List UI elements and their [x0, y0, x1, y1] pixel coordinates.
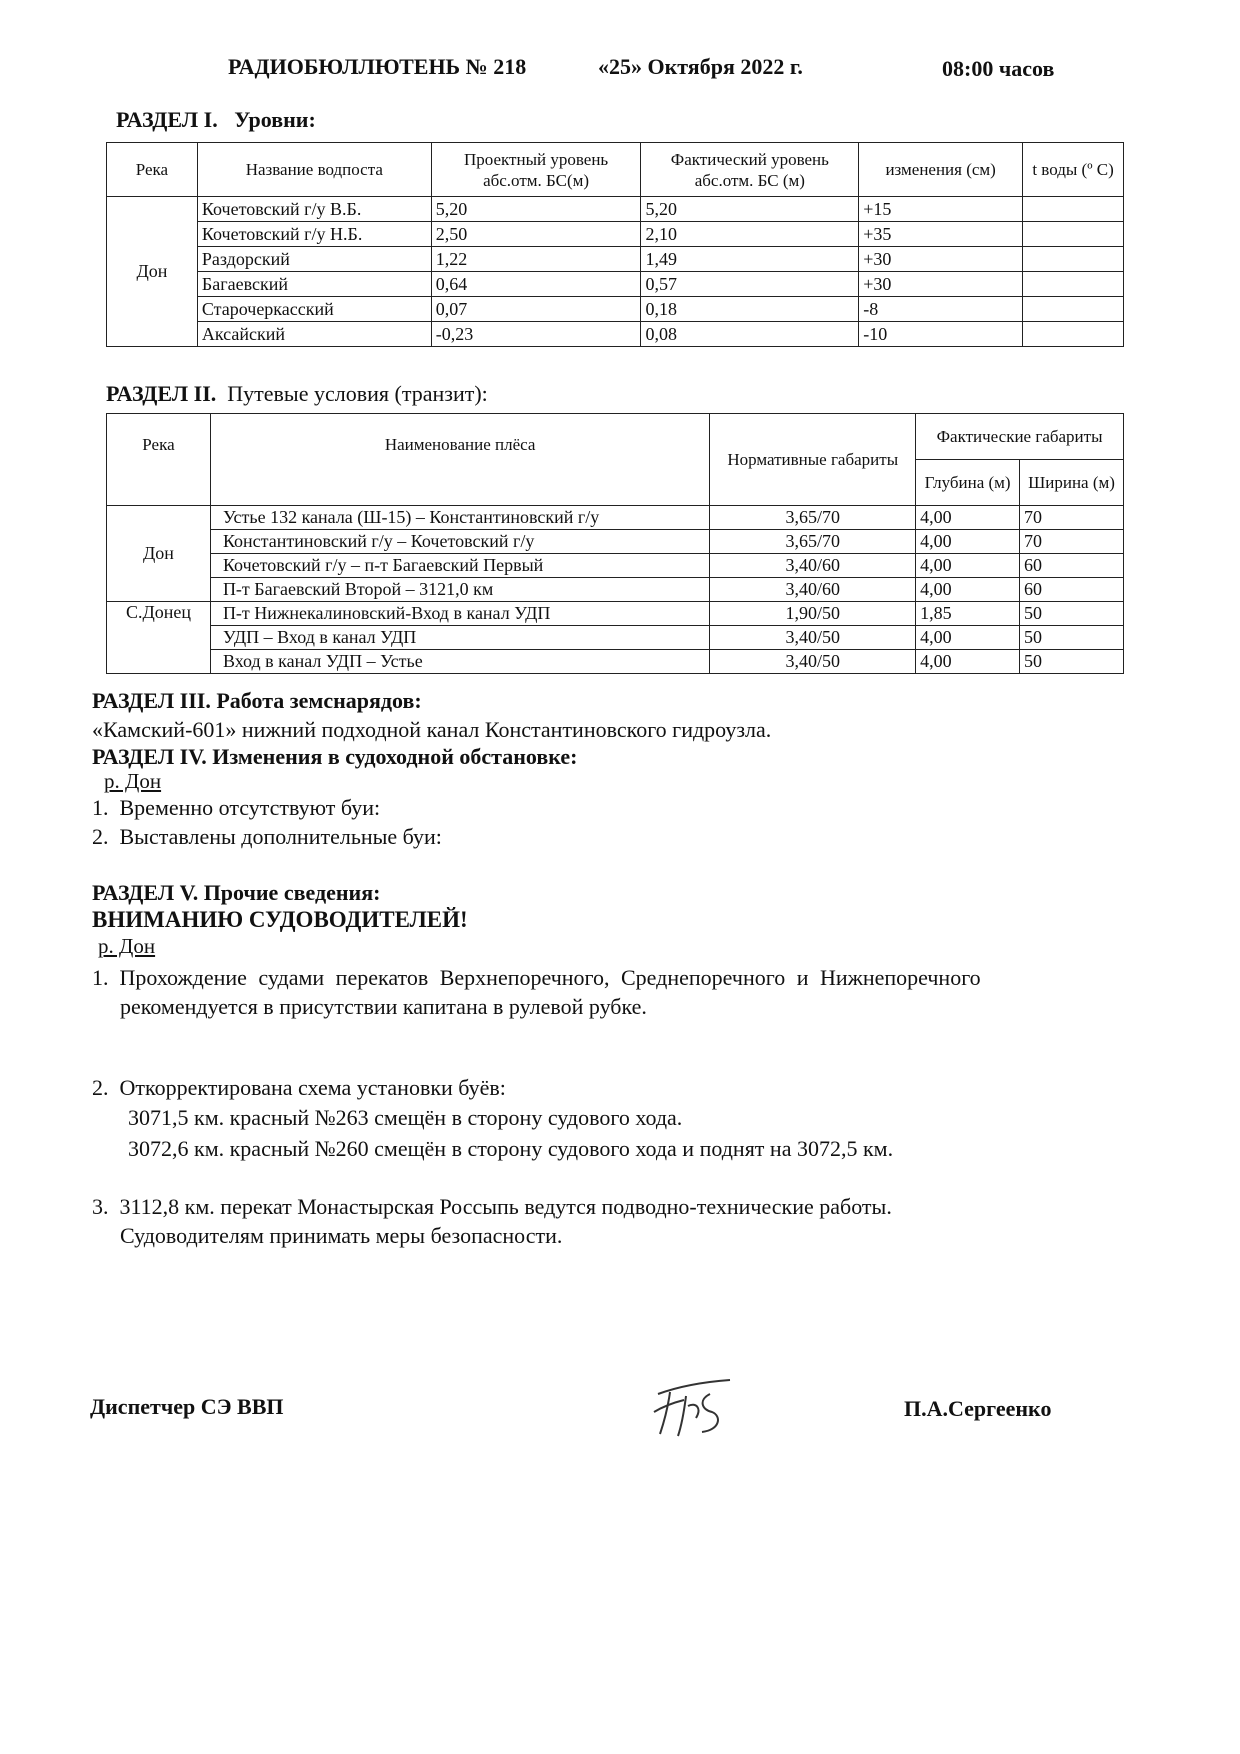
table-row	[107, 297, 1124, 322]
water-temp	[1023, 322, 1124, 347]
levels-river: Дон	[107, 197, 198, 347]
levels-table	[106, 142, 1124, 347]
section4-item-1-text: Временно отсутствуют буи:	[119, 795, 381, 820]
stretch-name: Устье 132 канала (Ш-15) – Константиновский г/у	[210, 506, 709, 530]
section2-heading	[106, 381, 488, 407]
section5-item-2-line3: 3072,6 км. красный №260 смещён в сторону судового хода и поднят на 3072,5 км.	[128, 1136, 894, 1161]
normative-dims: 3,65/70	[710, 506, 916, 530]
table-row	[107, 530, 1124, 554]
section4-item-2-text: Выставлены дополнительные буи:	[119, 824, 442, 849]
design-level: 1,22	[431, 247, 641, 272]
post-name: Кочетовский г/у Н.Б.	[197, 222, 431, 247]
section4-river: р. Дон	[104, 769, 162, 793]
actual-level: 2,10	[641, 222, 859, 247]
post-name: Аксайский	[197, 322, 431, 347]
section5-item-2: 2. Откорректирована схема установки буёв:	[92, 1075, 506, 1100]
stretch-name: Вход в канал УДП – Устье	[210, 650, 709, 674]
section1-title: Уровни:	[234, 107, 316, 132]
stretch-name: Кочетовский г/у – п-т Багаевский Первый	[210, 554, 709, 578]
stretch-name: П-т Нижнекалиновский-Вход в канал УДП	[210, 602, 709, 626]
actual-level: 0,08	[641, 322, 859, 347]
section5-item-2-line2: 3071,5 км. красный №263 смещён в сторону судового хода.	[128, 1105, 683, 1130]
section5-item-1-line1: Прохождение судами перекатов Верхнепоречного, Среднепоречного и Нижнепоречного	[119, 965, 981, 990]
actual-depth: 4,00	[916, 554, 1020, 578]
post-name: Старочеркасский	[197, 297, 431, 322]
attention-heading: ВНИМАНИЮ СУДОВОДИТЕЛЕЙ!	[92, 907, 468, 932]
stretch-name: Константиновский г/у – Кочетовский г/у	[210, 530, 709, 554]
actual-width: 50	[1020, 626, 1124, 650]
design-level: 5,20	[431, 197, 641, 222]
actual-width: 50	[1020, 602, 1124, 626]
table-row	[107, 650, 1124, 674]
water-temp	[1023, 272, 1124, 297]
actual-level: 0,18	[641, 297, 859, 322]
level-change: -10	[859, 322, 1023, 347]
table-row	[107, 602, 1124, 626]
normative-dims: 3,40/50	[710, 650, 916, 674]
actual-level: 5,20	[641, 197, 859, 222]
actual-depth: 4,00	[916, 506, 1020, 530]
route-col-actual: Фактические габариты	[916, 414, 1124, 460]
levels-col-river: Река	[107, 143, 198, 197]
table-row	[107, 197, 1124, 222]
level-change: -8	[859, 297, 1023, 322]
levels-col-actual: Фактический уровень абс.отм. БС (м)	[641, 143, 859, 197]
normative-dims: 3,65/70	[710, 530, 916, 554]
normative-dims: 3,40/60	[710, 554, 916, 578]
route-col-width: Ширина (м)	[1020, 460, 1124, 506]
actual-width: 70	[1020, 506, 1124, 530]
section2-number: РАЗДЕЛ II.	[106, 381, 217, 406]
water-temp	[1023, 247, 1124, 272]
section5-heading: РАЗДЕЛ V. Прочие сведения:	[92, 880, 381, 905]
level-change: +30	[859, 272, 1023, 297]
section5-item-3-line1: 3112,8 км. перекат Монастырская Россыпь ведутся подводно-технические работы.	[119, 1194, 892, 1219]
normative-dims: 3,40/60	[710, 578, 916, 602]
route-table	[106, 413, 1124, 674]
water-temp	[1023, 222, 1124, 247]
actual-width: 60	[1020, 554, 1124, 578]
actual-width: 50	[1020, 650, 1124, 674]
design-level: -0,23	[431, 322, 641, 347]
post-name: Раздорский	[197, 247, 431, 272]
level-change: +15	[859, 197, 1023, 222]
stretch-name: УДП – Вход в канал УДП	[210, 626, 709, 650]
section3-text: «Камский-601» нижний подходной канал Константиновского гидроузла.	[92, 717, 772, 742]
section3-heading: РАЗДЕЛ III. Работа земснарядов:	[92, 688, 422, 713]
section5-item-3: 3. 3112,8 км. перекат Монастырская Россыпь ведутся подводно-технические работы.	[92, 1194, 892, 1219]
actual-depth: 4,00	[916, 626, 1020, 650]
levels-col-post: Название водпоста	[197, 143, 431, 197]
route-col-normative: Нормативные габариты	[710, 414, 916, 506]
actual-width: 70	[1020, 530, 1124, 554]
normative-dims: 3,40/50	[710, 626, 916, 650]
dispatcher-name: П.А.Сергеенко	[904, 1396, 1052, 1421]
actual-depth: 4,00	[916, 650, 1020, 674]
actual-depth: 4,00	[916, 530, 1020, 554]
table-row	[107, 272, 1124, 297]
section4-item-1: 1. Временно отсутствуют буи:	[92, 795, 381, 820]
actual-depth: 4,00	[916, 578, 1020, 602]
route-river-don: Дон	[107, 506, 211, 602]
section4-heading: РАЗДЕЛ IV. Изменения в судоходной обстановке:	[92, 744, 578, 769]
levels-col-design: Проектный уровень абс.отм. БС(м)	[431, 143, 641, 197]
levels-col-change: изменения (см)	[859, 143, 1023, 197]
section5-item-1: 1. Прохождение судами перекатов Верхнепоречного, Среднепоречного и Нижнепоречного	[92, 965, 981, 990]
post-name: Багаевский	[197, 272, 431, 297]
design-level: 0,07	[431, 297, 641, 322]
water-temp	[1023, 197, 1124, 222]
actual-level: 1,49	[641, 247, 859, 272]
signature-image	[640, 1372, 750, 1442]
level-change: +30	[859, 247, 1023, 272]
section1-number: РАЗДЕЛ I.	[116, 107, 218, 132]
section2-title: Путевые условия (транзит):	[227, 381, 488, 406]
section5-item-3-line2: Судоводителям принимать меры безопасности.	[120, 1223, 563, 1248]
table-row	[107, 626, 1124, 650]
bulletin-time: 08:00 часов	[942, 56, 1055, 81]
bulletin-date: «25» Октября 2022 г.	[598, 54, 803, 79]
dispatcher-position: Диспетчер СЭ ВВП	[90, 1394, 284, 1419]
route-river-sdonets: С.Донец	[107, 602, 211, 674]
section4-item-2: 2. Выставлены дополнительные буи:	[92, 824, 442, 849]
route-col-stretch: Наименование плёса	[210, 414, 709, 506]
section5-item-1-line2: рекомендуется в присутствии капитана в рулевой рубке.	[120, 994, 647, 1019]
design-level: 2,50	[431, 222, 641, 247]
level-change: +35	[859, 222, 1023, 247]
table-row	[107, 247, 1124, 272]
levels-col-temp: t воды (º С)	[1023, 143, 1124, 197]
table-row	[107, 506, 1124, 530]
table-row	[107, 222, 1124, 247]
actual-width: 60	[1020, 578, 1124, 602]
section1-heading	[116, 107, 316, 133]
normative-dims: 1,90/50	[710, 602, 916, 626]
table-row	[107, 578, 1124, 602]
water-temp	[1023, 297, 1124, 322]
section5-item-2-line1: Откорректирована схема установки буёв:	[119, 1075, 506, 1100]
post-name: Кочетовский г/у В.Б.	[197, 197, 431, 222]
actual-level: 0,57	[641, 272, 859, 297]
table-row	[107, 554, 1124, 578]
route-col-river: Река	[107, 414, 211, 506]
stretch-name: П-т Багаевский Второй – 3121,0 км	[210, 578, 709, 602]
route-col-depth: Глубина (м)	[916, 460, 1020, 506]
section5-river: р. Дон	[98, 934, 156, 958]
actual-depth: 1,85	[916, 602, 1020, 626]
design-level: 0,64	[431, 272, 641, 297]
bulletin-title: РАДИОБЮЛЛЮТЕНЬ № 218	[228, 54, 527, 79]
table-row	[107, 322, 1124, 347]
